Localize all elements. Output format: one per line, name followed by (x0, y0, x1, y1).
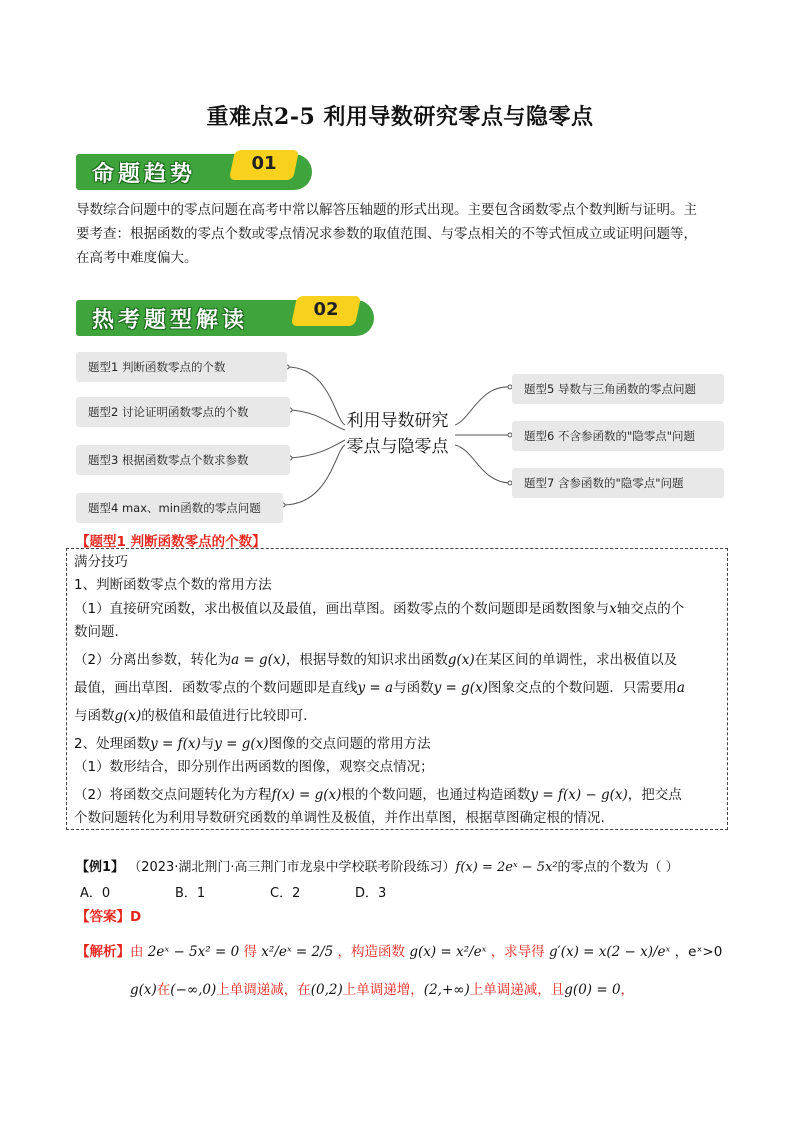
method2-text: （1）数形结合，即分别作出两函数的图像，观察交点情况； (74, 759, 434, 775)
mindmap-node-type7: 题型7 含参函数的"隐零点"问题 (512, 468, 724, 498)
option-b: B．1 (175, 886, 206, 901)
method2-text: ，把交点 (627, 787, 682, 803)
page-title: 重难点2-5 利用导数研究零点与隐零点 (206, 104, 594, 130)
option-a: A．0 (80, 886, 111, 901)
method2-title: 2、处理函数 (74, 736, 151, 752)
method1-text: ，根据导数的知识求出函数 (285, 652, 448, 668)
mindmap-node-type6: 题型6 不含参函数的"隐零点"问题 (512, 421, 724, 451)
analysis-line1 (76, 940, 766, 964)
example-source: （2023·湖北荆门·高三荆门市龙泉中学校联考阶段练习） (128, 860, 456, 875)
answer-line (76, 905, 141, 929)
method1-text: 最值，画出草图．函数零点的个数问题即是直线 (74, 680, 358, 696)
section-number: 01 (251, 153, 277, 174)
analysis-text: 在 (156, 982, 171, 998)
trend-line: 导数综合问题中的零点问题在高考中常以解答压轴题的形式出现。主要包含函数零点个数判断与证明。主 (76, 202, 697, 218)
formula: g(0) = 0 (564, 982, 621, 998)
formula: g′(x) = x(2 − x)/eˣ (548, 944, 671, 960)
formula: y = a (357, 680, 394, 696)
section-banner-text: 热考题型解读 (92, 307, 249, 333)
skills-content (74, 551, 724, 830)
method1-text: 与函数 (393, 680, 434, 696)
analysis-label: 【解析】 (76, 944, 130, 960)
method2-text: 个数问题转化为利用导数研究函数的单调性及极值，并作出草图，根据草图确定根的情况. (74, 810, 605, 826)
answer-label: 【答案】 (76, 909, 130, 925)
method1-text: 在某区间的单调性，求出极值以及 (474, 652, 678, 668)
analysis-text: ，eˣ>0 (674, 944, 723, 960)
mindmap-node-type5: 题型5 导数与三角函数的零点问题 (512, 374, 724, 404)
formula: g(x) (447, 652, 475, 668)
mindmap-center-line: 利用导数研究 (346, 411, 449, 431)
analysis-text: 上单调递增， (342, 982, 424, 998)
formula: f(x) = 2eˣ − 5x² (455, 860, 558, 875)
formula: a = g(x) (231, 652, 286, 668)
formula: f(x) = g(x) (271, 787, 342, 803)
example1-options (80, 882, 386, 906)
analysis-text: ， (620, 982, 635, 998)
formula: y = f(x) (150, 736, 201, 752)
analysis-text: ，求导得 (490, 944, 545, 960)
mindmap-center-line: 零点与隐零点 (346, 437, 449, 457)
formula: a (676, 680, 685, 696)
formula: g(x) = x²/eˣ (409, 944, 487, 960)
trend-line: 要考查：根据函数的零点个数或零点情况求参数的取值范围、与零点相关的不等式恒成立或证明问题等， (76, 226, 697, 242)
formula: (2,+∞) (423, 982, 470, 998)
option-d: D．3 (355, 886, 387, 901)
analysis-text: 上单调递减，在 (216, 982, 311, 998)
method2-title: 与 (200, 736, 215, 752)
trend-line: 在高考中难度偏大。 (76, 250, 198, 266)
mindmap-node-type3: 题型3 根据函数零点个数求参数 (76, 445, 290, 475)
analysis-text: 由 (130, 944, 144, 960)
section-banner-text: 命题趋势 (92, 161, 197, 187)
analysis-text: 得 (243, 944, 257, 960)
method2-text: 根的个数问题，也通过构造函数 (341, 787, 531, 803)
formula: (0,2) (310, 982, 343, 998)
trend-paragraph (76, 198, 736, 270)
analysis-text: ，构造函数 (337, 944, 406, 960)
formula: y = g(x) (433, 680, 488, 696)
section-banner-types (76, 296, 376, 336)
method1-text: 数问题． (74, 624, 128, 640)
formula: 2eˣ − 5x² = 0 (147, 944, 240, 960)
method1-text: （2）分离出参数，转化为 (74, 652, 232, 668)
formula: g(x) (130, 982, 157, 998)
method1-text: 与函数 (74, 708, 115, 724)
formula: g(x) (114, 708, 142, 724)
section-banner-trend (76, 150, 316, 190)
method1-text: （1）直接研究函数，求出极值以及最值，画出草图。函数零点的个数问题即是函数图象与 (74, 601, 610, 617)
analysis-line2 (130, 978, 750, 1002)
analysis-text: 上单调递减，且 (469, 982, 565, 998)
option-c: C．2 (270, 886, 301, 901)
formula: x²/eˣ = 2/5 (261, 944, 334, 960)
formula: (−∞,0) (170, 982, 217, 998)
formula: x (609, 601, 617, 617)
skills-title: 满分技巧 (74, 554, 128, 570)
type1-heading: 【题型1 判断函数零点的个数】 (76, 534, 266, 550)
formula: y = g(x) (214, 736, 269, 752)
example-question-text: 的零点的个数为（ ） (557, 860, 679, 875)
mindmap-node-type4: 题型4 max、min函数的零点问题 (76, 493, 283, 523)
formula: y = f(x) − g(x) (530, 787, 628, 803)
method2-text: （2）将函数交点问题转化为方程 (74, 787, 272, 803)
mindmap-center (335, 408, 460, 460)
method1-title: 1、判断函数零点个数的常用方法 (74, 577, 272, 593)
method2-title: 图像的交点问题的常用方法 (268, 736, 431, 752)
method1-text: 轴交点的个 (616, 601, 685, 617)
mindmap-node-type2: 题型2 讨论证明函数零点的个数 (76, 397, 290, 427)
method1-text: 图象交点的个数问题．只需要用 (487, 680, 677, 696)
section-number: 02 (313, 299, 339, 320)
example1-question (76, 856, 756, 880)
answer-value: D (130, 909, 142, 925)
example-label: 【例1】 (76, 860, 125, 875)
method1-text: 的极值和最值进行比较即可． (141, 708, 317, 724)
mindmap-node-type1: 题型1 判断函数零点的个数 (76, 352, 287, 382)
